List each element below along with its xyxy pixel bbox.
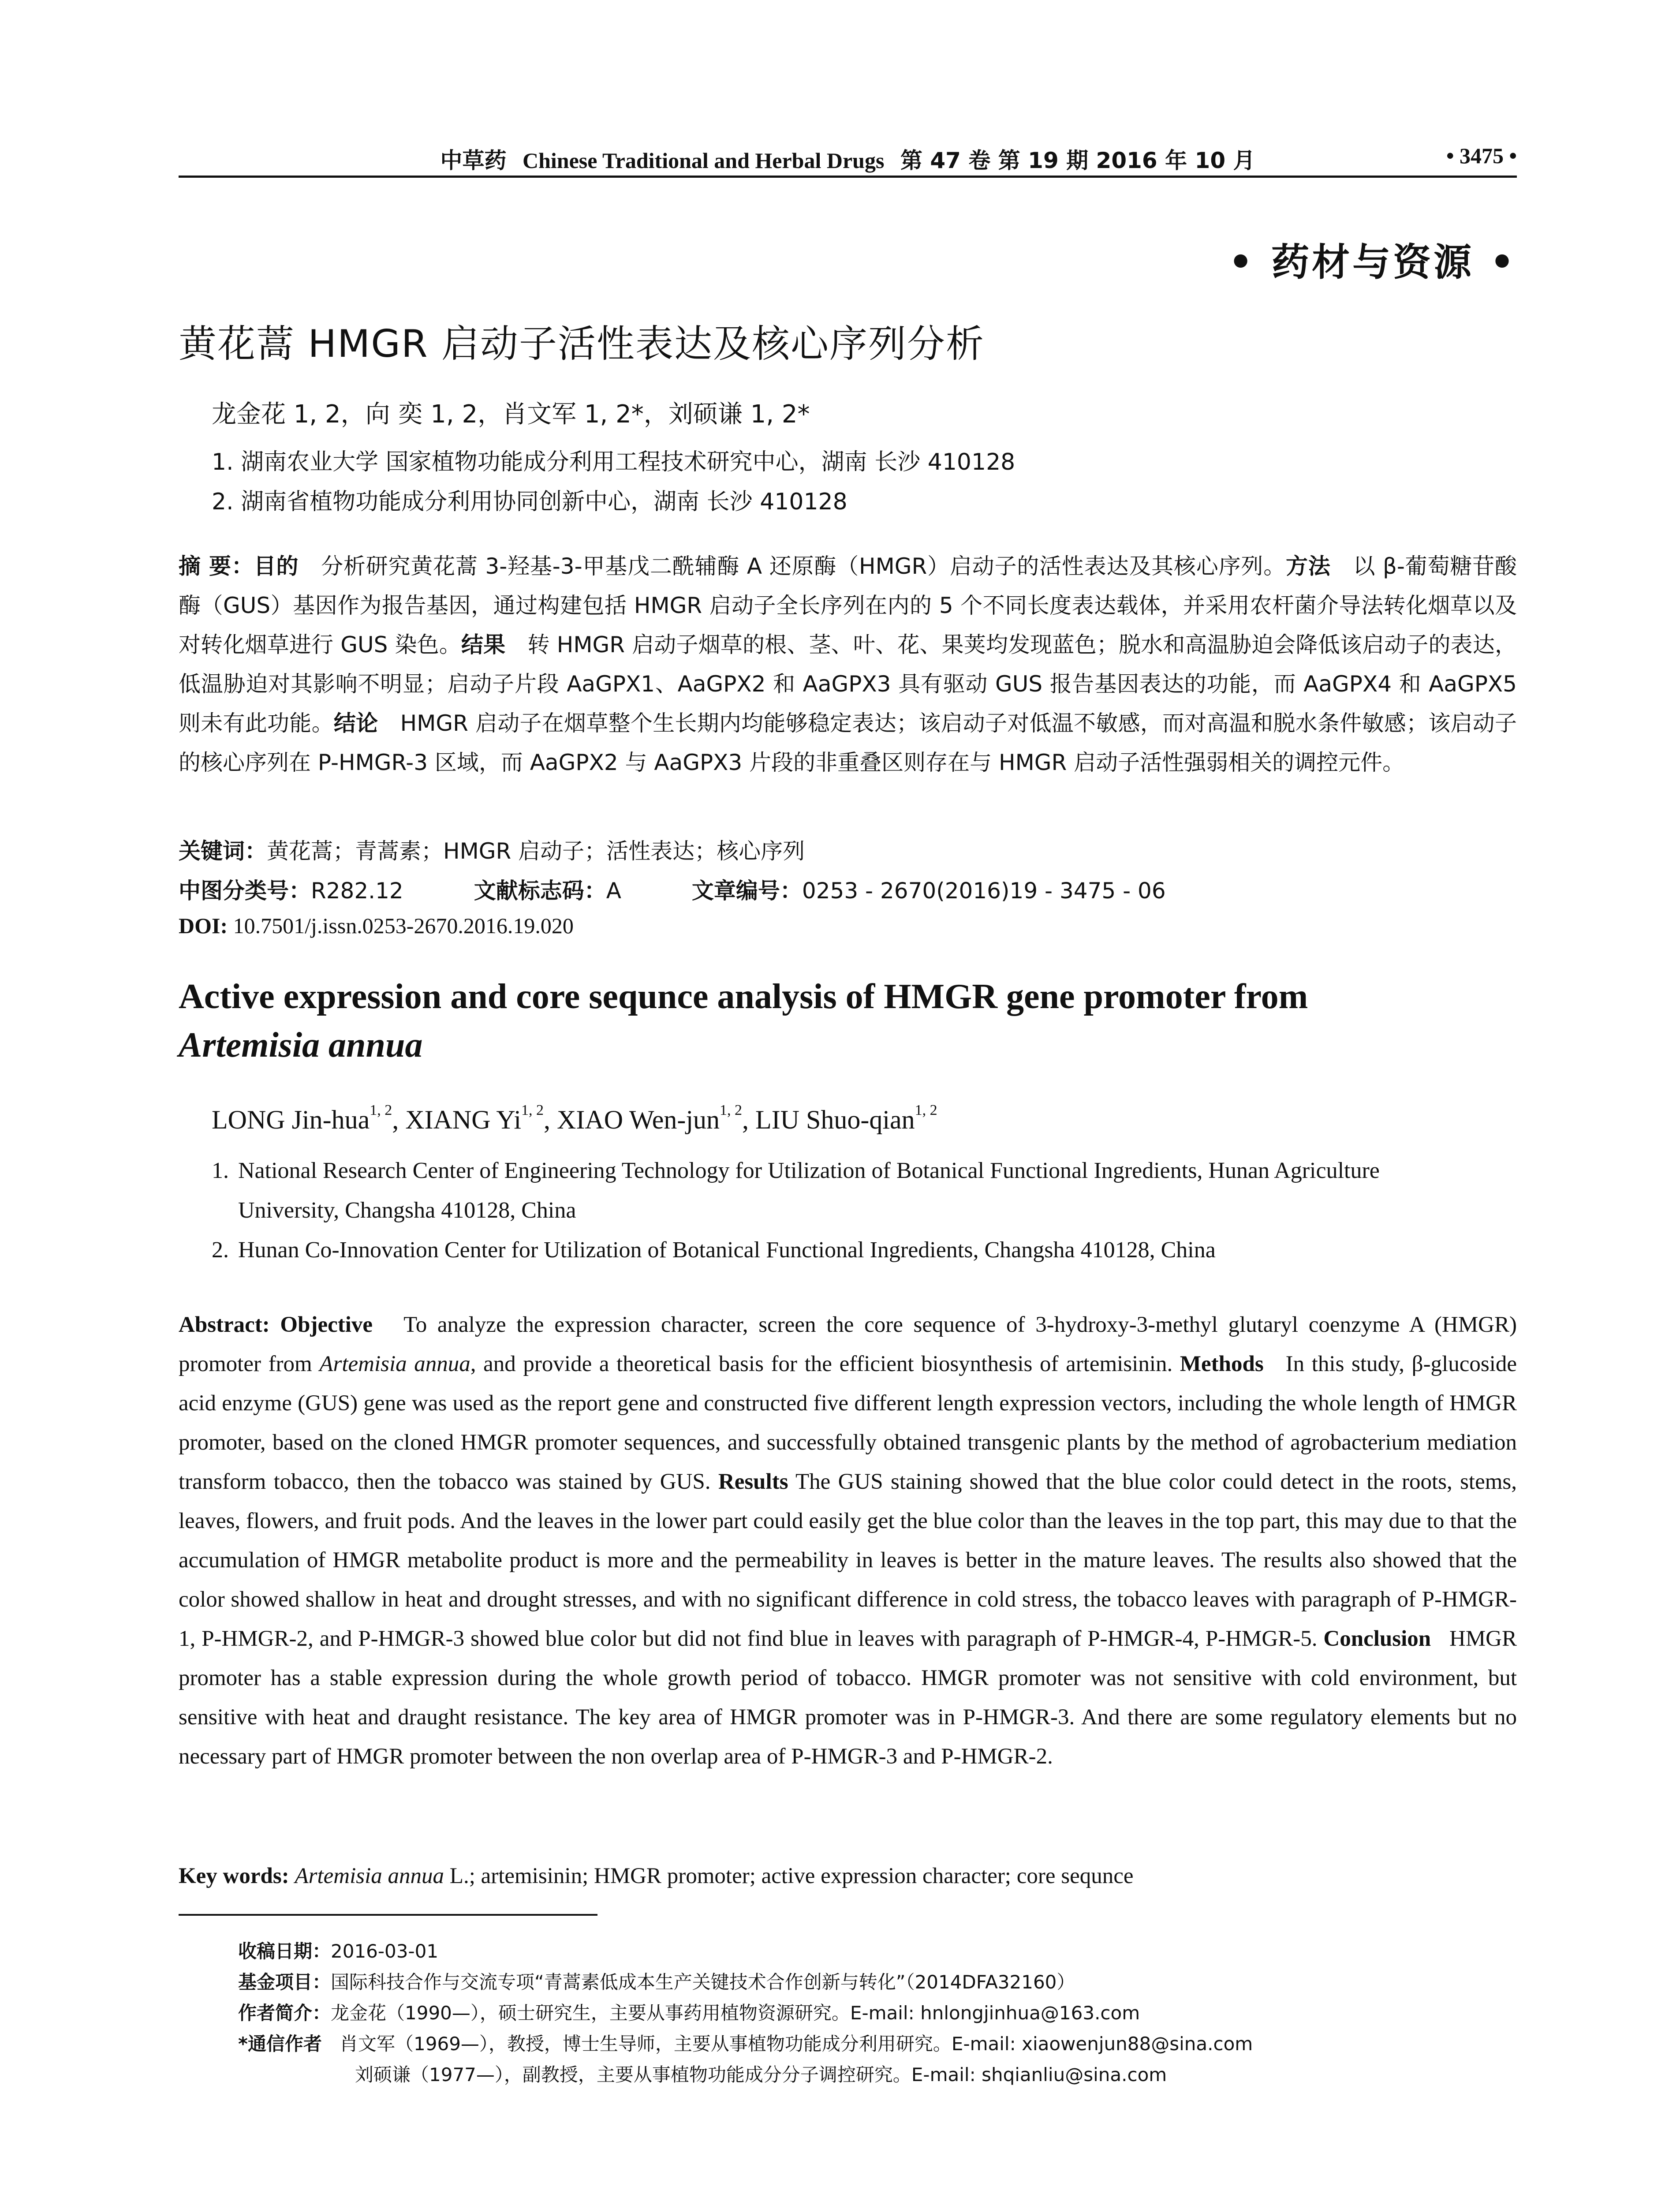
cn-results: 转 HMGR 启动子烟草的根、茎、叶、花、果荚均发现蓝色；脱水和高温胁迫会降低该启动子的表达，低温胁迫对其影响不明显；启动子片段 AaGPX1、AaGPX2 和 AaGPX3 具有驱动 GUS 报告基因表达的功能，而 AaGPX4 和 AaGPX5 则未有此功能。 <box>179 632 1517 736</box>
en-author-sup: 1, 2 <box>720 1102 743 1118</box>
en-authors: LONG Jin-hua$^{1, 2}$, XIANG Yi$^{1, 2}$, XIAO Wen-jun$^{1, 2}$, LIU Shuo-qian$^{1, 2}$ <box>212 1102 937 1134</box>
cn-title: 黄花蒿 HMGR 启动子活性表达及核心序列分析 <box>179 322 985 366</box>
footnote-fund <box>238 1968 1075 1994</box>
en-affiliation-1 <box>212 1151 1517 1230</box>
cn-keywords <box>179 833 805 865</box>
en-affiliation-number: 1. <box>212 1158 229 1183</box>
cn-authors: 龙金花 1, 2，向 奕 1, 2，肖文军 1, 2*，刘硕谦 1, 2* <box>212 400 810 429</box>
cn-affiliation-2: 2. 湖南省植物功能成分利用协同创新中心，湖南 长沙 410128 <box>212 489 847 515</box>
footnote-label: *通信作者 <box>238 2033 322 2055</box>
footnote-value: 龙金花（1990—），硕士研究生，主要从事药用植物资源研究。E-mail: hnlongjinhua@163.com <box>331 2002 1140 2024</box>
en-keywords <box>179 1863 1134 1889</box>
en-objective-b: , and provide a theoretical basis for the efficient biosynthesis of artemisinin. <box>470 1352 1173 1376</box>
footnote-value: 国际科技合作与交流专项“青蒿素低成本生产关键技术合作创新与转化”（2014DFA32160） <box>331 1971 1075 1993</box>
en-author-sup: 1, 2 <box>915 1102 937 1118</box>
cn-methods: 以 β-葡萄糖苷酸酶（GUS）基因作为报告基因，通过构建包括 HMGR 启动子全长序列在内的 5 个不同长度表达载体，并采用农杆菌介导法转化烟草以及对转化烟草进行 GUS 染色。 <box>179 553 1517 658</box>
en-affiliation-number: 2. <box>212 1237 229 1263</box>
en-author-name: XIANG Yi <box>405 1105 522 1134</box>
footnote-value: 2016-03-01 <box>331 1940 439 1962</box>
en-title-main: Active expression and core sequnce analysis of HMGR gene promoter from <box>179 977 1308 1016</box>
en-objective-species: Artemisia annua <box>319 1352 470 1376</box>
footnote-corresponding <box>238 2029 1253 2056</box>
footnote-value: 刘硕谦（1977—），副教授，主要从事植物功能成分分子调控研究。E-mail: shqianliu@sina.com <box>355 2064 1167 2085</box>
en-results: The GUS staining showed that the blue color could detect in the roots, stems, leaves, flowers, and fruit pods. And the leaves in the lower part could easily get the blue color than the leaves in the top part, this may due to that the accumulation of HMGR metabolite product is more and the permeability in leaves is better in the mature leaves. The results also showed that the color showed shallow in heat and drought stresses, and with no significant difference in cold stress, the tobacco leaves with paragraph of P-HMGR-1, P-HMGR-2, and P-HMGR-3 showed blue color but did not find blue in leaves with paragraph of P-HMGR-4, P-HMGR-5. <box>179 1469 1517 1651</box>
doc-code-value: A <box>606 878 621 904</box>
en-abstract-label: Abstract: Objective <box>179 1312 373 1337</box>
journal-name-en: Chinese Traditional and Herbal Drugs <box>522 148 885 173</box>
en-results-label: Results <box>718 1469 788 1494</box>
cn-abstract <box>179 547 1517 782</box>
footnote-value: 肖文军（1969—），教授，博士生导师，主要从事植物功能成分利用研究。E-mail: xiaowenjun88@sina.com <box>340 2033 1253 2055</box>
cn-methods-label: 方法 <box>1286 553 1331 579</box>
en-conclusion-label: Conclusion <box>1323 1626 1431 1651</box>
en-affiliation-text: National Research Center of Engineering Technology for Utilization of Botanical Functional Ingredients, Hunan Agriculture <box>238 1158 1380 1183</box>
page-number: • 3475 • <box>1446 143 1517 168</box>
cn-conclusion-label: 结论 <box>333 710 378 736</box>
en-affiliation-text: University, Changsha 410128, China <box>238 1198 576 1223</box>
footnote-label: 收稿日期： <box>238 1940 331 1962</box>
en-keywords-label: Key words: <box>179 1864 289 1888</box>
issue-info: 第 47 卷 第 19 期 2016 年 10 月 <box>900 148 1255 173</box>
en-objective-a: To analyze the expression character, screen the core sequence of 3-hydroxy-3-methyl glutaryl coenzyme A (HMGR) promoter from <box>179 1312 1517 1376</box>
cn-keywords-label: 关键词： <box>179 838 267 864</box>
en-affiliation-text: Hunan Co-Innovation Center for Utilization of Botanical Functional Ingredients, Changsha 410128, China <box>238 1237 1216 1263</box>
doi-label: DOI: <box>179 913 228 938</box>
doi-line <box>179 913 574 938</box>
cn-results-label: 结果 <box>461 632 506 658</box>
footnote-divider <box>179 1914 597 1916</box>
cn-classification <box>179 873 1166 905</box>
en-author-name: XIAO Wen-jun <box>557 1105 720 1134</box>
footnote-received <box>238 1937 438 1963</box>
footnote-label: 作者简介： <box>238 2002 331 2024</box>
footnote-author <box>238 1999 1140 2025</box>
en-author-sup: 1, 2 <box>370 1102 392 1118</box>
footnote-corresponding-2 <box>355 2060 1167 2087</box>
clc-label: 中图分类号： <box>179 878 311 904</box>
en-conclusion: HMGR promoter has a stable expression during the whole growth period of tobacco. HMGR promoter was not sensitive with cold environment, but sensitive with heat and draught resistance. The key area of HMGR promoter was in P-HMGR-3. And there are some regulatory elements but no necessary part of HMGR promoter between the non overlap area of P-HMGR-3 and P-HMGR-2. <box>179 1626 1517 1769</box>
en-author-name: LONG Jin-hua <box>212 1105 370 1134</box>
section-label: • 药材与资源 • <box>1228 240 1517 284</box>
en-title-species: Artemisia annua <box>179 1026 423 1065</box>
en-abstract <box>179 1305 1517 1776</box>
doi-value: 10.7501/j.issn.0253-2670.2016.19.020 <box>233 913 574 938</box>
cn-conclusion: HMGR 启动子在烟草整个生长期内均能够稳定表达；该启动子对低温不敏感，而对高温和脱水条件敏感；该启动子的核心序列在 P-HMGR-3 区域，而 AaGPX2 与 AaGPX3 片段的非重叠区则存在与 HMGR 启动子活性强弱相关的调控元件。 <box>179 710 1517 775</box>
en-methods: In this study, β-glucoside acid enzyme (GUS) gene was used as the report gene and constructed five different length expression vectors, including the whole length of HMGR promoter, based on the cloned HMGR promoter sequences, and successfully obtained transgenic plants by the method of agrobacterium mediation transform tobacco, then the tobacco was stained by GUS. <box>179 1352 1517 1494</box>
cn-objective-label: 目的 <box>254 553 299 579</box>
running-header-title <box>179 143 1517 175</box>
en-title <box>179 972 1517 1069</box>
en-affiliation-2 <box>212 1230 1517 1270</box>
en-methods-label: Methods <box>1180 1352 1264 1376</box>
cn-abstract-label: 摘 要： <box>179 553 254 579</box>
en-keywords-value: L.; artemisinin; HMGR promoter; active expression character; core sequnce <box>444 1864 1134 1888</box>
journal-name-cn: 中草药 <box>440 148 507 173</box>
article-no-value: 0253 - 2670(2016)19 - 3475 - 06 <box>802 878 1166 904</box>
running-header <box>179 140 1517 178</box>
article-no-label: 文章编号： <box>691 878 802 904</box>
clc-value: R282.12 <box>311 878 403 904</box>
cn-affiliation-1: 1. 湖南农业大学 国家植物功能成分利用工程技术研究中心，湖南 长沙 410128 <box>212 449 1015 475</box>
cn-objective: 分析研究黄花蒿 3-羟基-3-甲基戊二酰辅酶 A 还原酶（HMGR）启动子的活性表达及其核心序列。 <box>321 553 1286 579</box>
en-author-sup: 1, 2 <box>521 1102 544 1118</box>
cn-keywords-value: 黄花蒿；青蒿素；HMGR 启动子；活性表达；核心序列 <box>267 838 805 864</box>
doc-code-label: 文献标志码： <box>474 878 606 904</box>
en-keywords-species: Artemisia annua <box>295 1864 444 1888</box>
en-author-name: LIU Shuo-qian <box>755 1105 915 1134</box>
footnote-label: 基金项目： <box>238 1971 331 1993</box>
